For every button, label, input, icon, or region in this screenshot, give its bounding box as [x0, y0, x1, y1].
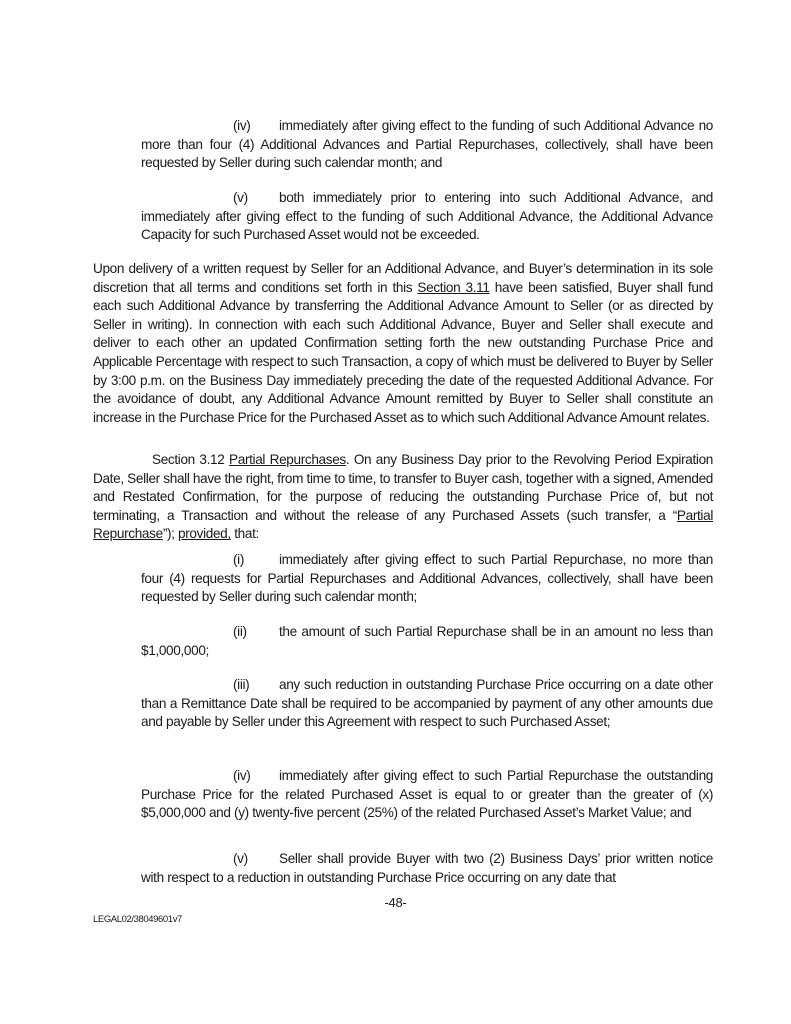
clause-number: (iii) [233, 677, 250, 692]
paragraph-text: ”); [162, 526, 179, 542]
clause-3-11-iv [141, 117, 713, 173]
section-number: Section 3.12 [152, 452, 230, 467]
paragraph-text: that: [230, 526, 259, 542]
clause-number: (v) [233, 190, 248, 205]
clause-text: immediately after giving effect to such Partial Repurchase the outstanding Purchase Price for the related Purchased Asset is equal to or greater than the greater of (x) $5,000,000 and (y) twenty-five percent (25%) of the related Purchased Asset’s Market Value; and [141, 768, 713, 821]
clause-number: (i) [233, 552, 245, 567]
clause-number: (v) [233, 851, 248, 866]
clause-3-12-ii [141, 623, 713, 660]
section-reference-link: Section 3.11 [417, 279, 490, 295]
clause-number: (ii) [233, 624, 247, 639]
clause-text: immediately after giving effect to the funding of such Additional Advance no more than four (4) Additional Advances and Partial Repurchases, collectively, shall have been requested by Seller during such calendar month; and [141, 118, 713, 171]
paragraph-text: Upon delivery of a written request by Seller for an Additional Advance, and Buyer’s determination in its sole discretion that all terms and conditions set forth in this [93, 261, 713, 295]
clause-text: immediately after giving effect to such Partial Repurchase, no more than four (4) requests for Partial Repurchases and Additional Advances, collectively, shall have been requested by Seller during such calendar month; [141, 552, 713, 605]
clause-text: the amount of such Partial Repurchase shall be in an amount no less than $1,000,000; [141, 624, 713, 658]
provided-term: provided, [178, 526, 231, 542]
clause-3-12-iii [141, 676, 713, 732]
defined-term: Partial Repurchase [93, 507, 713, 542]
clause-number: (iv) [233, 118, 251, 133]
clause-text: Seller shall provide Buyer with two (2) Business Days’ prior written notice with respect to a reduction in outstanding Purchase Price occurring on any date that [141, 851, 713, 885]
clause-text: any such reduction in outstanding Purchase Price occurring on a date other than a Remittance Date shall be required to be accompanied by payment of any other amounts due and payable by Seller under this Agreement with respect to such Purchased Asset; [141, 677, 713, 730]
clause-text: both immediately prior to entering into such Additional Advance, and immediately after giving effect to the funding of such Additional Advance, the Additional Advance Capacity for such Purchased Asset would not be exceeded. [141, 190, 713, 243]
document-id: LEGAL02/38049601v7 [93, 914, 182, 925]
paragraph-text: have been satisfied, Buyer shall fund each such Additional Advance by transferring the Additional Advance Amount to Seller (or as directed by Seller in writing). In connection with each such Additional Advance, Buyer and Seller shall execute and deliver to each other an updated Confirmation setting forth the new outstanding Purchase Price and Applicable Percentage with respect to such Transaction, a copy of which must be delivered to Buyer by Seller by 3:00 p.m. on the Business Day immediately preceding the date of the requested Additional Advance. For the avoidance of doubt, any Additional Advance Amount remitted by Buyer to Seller shall constitute an increase in the Purchase Price for the Purchased Asset as to which such Additional Advance Amount relates. [93, 279, 713, 425]
clause-3-12-v [141, 850, 713, 887]
clause-3-11-v [141, 189, 713, 245]
clause-3-12-i [141, 551, 713, 607]
clause-number: (iv) [233, 768, 251, 783]
page-number: -48- [384, 895, 407, 910]
funding-paragraph [93, 260, 713, 427]
clause-3-12-iv [141, 767, 713, 823]
section-3-12-paragraph [93, 451, 713, 544]
section-heading: Partial Repurchases [229, 452, 346, 467]
paragraph-text: . On any Business Day prior to the Revolving Period Expiration Date, Seller shall have the right, from time to time, to transfer to Buyer cash, together with a signed, Amended and Restated Confirmation, for the purpose of reducing the outstanding Purchase Price of, but not terminating, a Transaction and without the release of any Purchased Assets (such transfer, a “ [93, 452, 713, 523]
